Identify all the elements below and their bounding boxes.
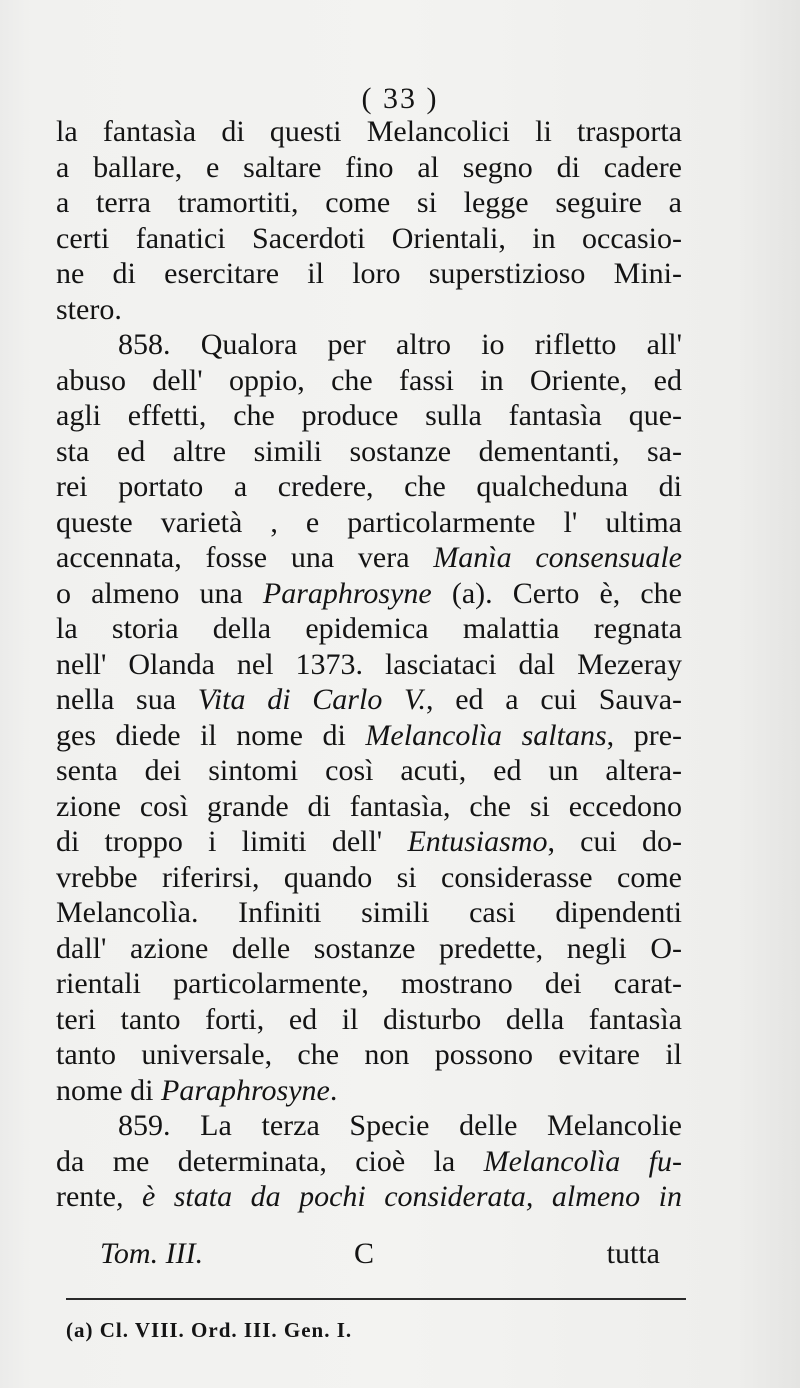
text-line [56,1179,682,1215]
text-run: la storia della epidemica malattia regnata [56,612,682,645]
text-line [56,150,682,186]
text-line [56,576,682,612]
text-line [56,256,682,292]
italic-text: , è stata da pochi considerata, almeno in [115,1180,682,1213]
text-line [56,931,682,967]
text-run: nell' Olanda nel 1373. lasciataci dal Mezeray [56,647,682,681]
text-run: 858. Qualora per altro io rifletto all' [118,328,682,361]
text-line [56,505,682,541]
text-run: teri tanto forti, ed il disturbo della fantasìa [56,1002,682,1036]
text-line [56,860,682,896]
text-line [56,895,682,931]
text-run: , ed a cui Sauva- [426,683,682,716]
text-run: dall' azione delle sostanze predette, negli O- [56,931,682,965]
text-run: . [329,1073,338,1107]
footnote-rule [66,1298,686,1300]
text-run: a terra tramortiti, come si legge seguire a [56,186,682,219]
text-run: senta dei sintomi così acuti, ed un altera- [56,754,682,787]
volume-mark: Tom. III. [100,1237,204,1270]
text-line [56,789,682,825]
text-run: queste varietà , e particolarmente l' ultima [56,505,682,539]
italic-text: Paraphrosyne [262,576,432,610]
text-run: vrebbe riferirsi, quando si considerasse come [56,860,682,894]
text-line [56,221,682,257]
text-run: abuso dell' oppio, che fassi in Oriente, ed [56,363,682,397]
text-run: zione così grande di fantasìa, che si eccedono [56,789,682,823]
italic-text: Manìa consensuale [433,541,682,574]
text-line [56,1073,682,1109]
text-run: 859. La terza Specie delle Melancolie [118,1109,682,1142]
text-line [56,540,682,576]
text-run: sta ed altre simili sostanze dementanti, sa- [56,434,682,468]
text-line [56,824,682,860]
text-line [56,1037,682,1073]
text-run: , cui do- [547,825,683,858]
body-text [56,114,682,1215]
text-run: rientali particolarmente, mostrano dei carat- [56,967,682,1000]
text-line [56,398,682,434]
catchword: tutta [606,1237,660,1270]
text-run: agli effetti, che produce sulla fantasìa que- [56,399,682,432]
italic-text: Paraphrosyne [161,1073,330,1107]
text-line [56,292,682,328]
text-run: di troppo i limiti dell' [56,825,408,858]
text-run: rente [56,1180,116,1213]
italic-text: Entusiasmo [407,825,548,858]
text-line [56,966,682,1002]
text-run: o almeno una [56,576,263,610]
page-number: ( 33 ) [361,82,439,115]
text-line [56,1144,682,1180]
text-line [56,1108,682,1144]
text-line [56,611,682,647]
italic-text: Melancolìa saltans [365,718,607,752]
text-run: da me determinata, cioè la [56,1144,484,1178]
text-line [56,1002,682,1038]
text-line [56,363,682,399]
footnote: (a) Cl. VIII. Ord. III. Gen. I. [66,1318,353,1342]
text-run: accennata, fosse una vera [56,541,434,574]
italic-text: Melancolìa fu- [483,1144,682,1178]
text-line [56,682,682,718]
text-run: a ballare, e saltare fino al segno di cadere [56,150,682,184]
text-run: tanto universale, che non possono evitare il [56,1038,682,1071]
text-line [56,185,682,221]
text-run: ges diede il nome di [56,718,366,752]
text-run: la fantasìa di questi Melancolici li trasporta [56,115,682,148]
text-run: rei portato a credere, che qualcheduna di [56,470,682,503]
text-run: (a). Certo è, che [431,576,682,610]
text-run: , pre- [606,718,682,752]
text-line [56,718,682,754]
text-line [56,434,682,470]
text-run: nella sua [56,683,198,716]
text-run: ne di esercitare il loro superstizioso Mini- [56,257,682,290]
text-line [56,327,682,363]
text-line [56,114,682,150]
text-run: certi fanatici Sacerdoti Orientali, in occasio- [56,221,682,255]
text-run: stero. [56,292,122,326]
text-run: nome di [56,1073,161,1107]
signature-letter: C [354,1237,375,1270]
italic-text: Vita di Carlo V. [197,683,427,716]
text-run: Melancolìa. Infiniti simili casi dipendenti [56,896,682,929]
text-line [56,647,682,683]
text-line [56,469,682,505]
text-line [56,753,682,789]
